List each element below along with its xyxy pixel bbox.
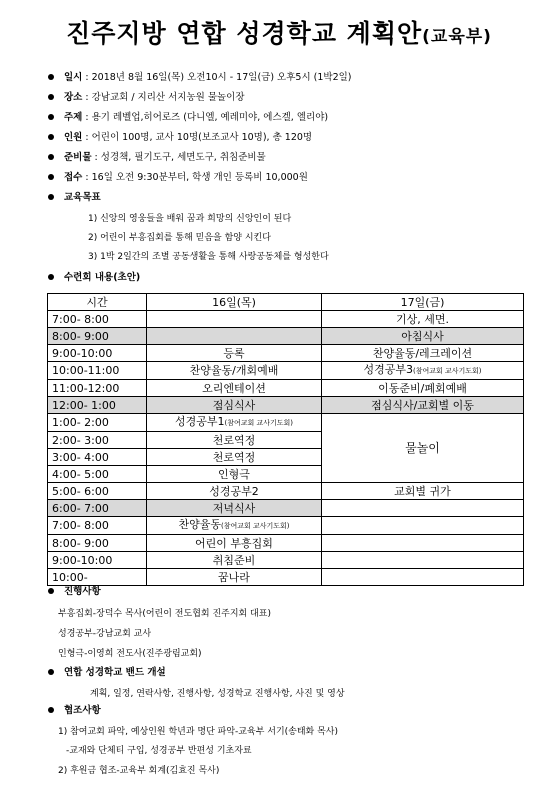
day17-cell: 점심식사/교회별 이동 [322, 397, 524, 414]
day16-cell: 천로역정 [147, 449, 322, 466]
day17-cell: 아침식사 [322, 328, 524, 345]
coop-title: 협조사항 [64, 705, 101, 716]
table-row [48, 345, 524, 362]
bullet-icon [48, 174, 54, 180]
info-date [48, 68, 548, 88]
time-cell: 3:00- 4:00 [48, 449, 147, 466]
time-cell: 5:00- 6:00 [48, 483, 147, 500]
day17-cell: 기상, 세면. [322, 311, 524, 328]
bullet-icon [48, 134, 54, 140]
header-day17: 17일(금) [322, 294, 524, 311]
day17-cell: 이동준비/폐회예배 [322, 380, 524, 397]
coop-item: 1) 참여교회 파악, 예상인원 학년과 명단 파악-교육부 서기(송태화 목사) [58, 727, 338, 737]
info-goals-heading [48, 188, 548, 208]
time-cell: 6:00- 7:00 [48, 500, 147, 517]
table-row [48, 535, 524, 552]
time-cell: 10:00-11:00 [48, 362, 147, 380]
day17-note: (참여교회 교사기도회) [412, 367, 482, 375]
progress-item: 인형극-이영희 전도사(진주광림교회) [58, 649, 202, 659]
band-title: 연합 성경학교 밴드 개설 [64, 667, 166, 678]
info-label: 교육목표 [64, 192, 101, 203]
info-value: : 강남교회 / 지리산 서지농원 물놀이장 [82, 92, 245, 103]
info-label: 장소 [64, 92, 83, 103]
table-row [48, 380, 524, 397]
progress-item: 성경공부-강남교회 교사 [58, 629, 152, 639]
schedule-heading [48, 268, 140, 288]
info-value: : 2018년 8월 16일(목) 오전10시 - 17일(금) 오후5시 (1박2일) [82, 72, 352, 83]
info-supplies [48, 148, 548, 168]
time-cell: 7:00- 8:00 [48, 517, 147, 535]
info-value: : 성경책, 필기도구, 세면도구, 취침준비물 [91, 152, 266, 163]
table-row [48, 569, 524, 586]
bullet-icon [48, 707, 54, 713]
day17-cell [322, 569, 524, 586]
day17-merged-cell: 물놀이 [322, 414, 524, 483]
bullet-icon [48, 669, 54, 675]
info-theme [48, 108, 548, 128]
band-text: 계획, 일정, 연락사항, 진행사항, 성경학교 진행사항, 사진 및 영상 [90, 689, 345, 699]
day16-note: (참여교회 교사기도회) [224, 419, 294, 427]
goal-item: 2) 어린이 부흥집회를 통해 믿음을 함양 시킨다 [88, 233, 271, 243]
info-value: : 용기 레벨업,히어로즈 (다니엘, 예레미야, 에스겔, 엘리야) [82, 112, 329, 123]
time-cell: 9:00-10:00 [48, 345, 147, 362]
info-registration [48, 168, 548, 188]
info-place [48, 88, 548, 108]
progress-item: 부흥집회-장덕수 목사(어린이 전도협회 진주지회 대표) [58, 609, 271, 619]
time-cell: 2:00- 3:00 [48, 432, 147, 449]
day16-cell: 점심식사 [147, 397, 322, 414]
day16-cell [147, 311, 322, 328]
day16-cell: 등록 [147, 345, 322, 362]
day17-cell [322, 500, 524, 517]
table-header-row [48, 294, 524, 311]
day16-cell [147, 414, 322, 432]
time-cell: 8:00- 9:00 [48, 328, 147, 345]
bullet-icon [48, 94, 54, 100]
table-row [48, 397, 524, 414]
day17-cell: 찬양율동/레크레이션 [322, 345, 524, 362]
table-row [48, 328, 524, 345]
day17-cell [322, 535, 524, 552]
bullet-icon [48, 588, 54, 594]
info-label: 인원 [64, 132, 83, 143]
schedule-title: 수련회 내용(초안) [64, 272, 141, 283]
bullet-icon [48, 274, 54, 280]
page-title [0, 14, 558, 50]
day16-main: 성경공부1 [174, 415, 225, 428]
table-row [48, 483, 524, 500]
day16-cell: 찬양율동/개회예배 [147, 362, 322, 380]
day16-cell: 꿈나라 [147, 569, 322, 586]
time-cell: 8:00- 9:00 [48, 535, 147, 552]
coop-heading [48, 702, 101, 716]
day16-note: (참여교회 교사기도회) [220, 522, 290, 530]
day16-cell: 취침준비 [147, 552, 322, 569]
time-cell: 11:00-12:00 [48, 380, 147, 397]
bullet-icon [48, 154, 54, 160]
day16-cell: 오리엔테이션 [147, 380, 322, 397]
time-cell: 4:00- 5:00 [48, 466, 147, 483]
band-heading [48, 664, 166, 678]
info-label: 준비물 [64, 152, 92, 163]
goal-item: 1) 신앙의 영웅들을 배워 꿈과 희망의 신앙인이 된다 [88, 214, 292, 224]
day16-cell: 천로역정 [147, 432, 322, 449]
title-paren: (교육부) [422, 27, 492, 47]
info-value: : 어린이 100명, 교사 10명(보조교사 10명), 총 120명 [82, 132, 313, 143]
header-time: 시간 [48, 294, 147, 311]
info-value: : 16일 오전 9:30분부터, 학생 개인 등록비 10,000원 [82, 172, 308, 183]
time-cell: 10:00- [48, 569, 147, 586]
bullet-icon [48, 114, 54, 120]
info-list [48, 68, 548, 208]
schedule-table [47, 293, 524, 586]
day16-cell: 어린이 부흥집회 [147, 535, 322, 552]
time-cell: 9:00-10:00 [48, 552, 147, 569]
day16-cell: 저녁식사 [147, 500, 322, 517]
day16-cell: 인형극 [147, 466, 322, 483]
table-row [48, 362, 524, 380]
day17-main: 성경공부3 [363, 363, 413, 376]
bullet-icon [48, 194, 54, 200]
table-row [48, 500, 524, 517]
table-row [48, 517, 524, 535]
header-day16: 16일(목) [147, 294, 322, 311]
goals-list [88, 210, 329, 267]
goal-item: 3) 1박 2일간의 조별 공동생활을 통해 사랑공동체를 형성한다 [88, 252, 329, 262]
info-label: 주제 [64, 112, 83, 123]
progress-title: 진행사항 [64, 586, 101, 597]
table-row [48, 414, 524, 432]
time-cell: 7:00- 8:00 [48, 311, 147, 328]
day16-cell: 성경공부2 [147, 483, 322, 500]
info-label: 일시 [64, 72, 83, 83]
info-label: 접수 [64, 172, 83, 183]
coop-item: 2) 후원금 협조-교육부 회계(김효진 목사) [58, 766, 220, 776]
day16-cell [147, 328, 322, 345]
title-main: 진주지방 연합 성경학교 계획안 [66, 19, 423, 48]
info-people [48, 128, 548, 148]
day17-cell [322, 517, 524, 535]
day16-main: 찬양율동 [178, 518, 221, 531]
progress-heading [48, 583, 101, 597]
day17-cell: 교회별 귀가 [322, 483, 524, 500]
coop-item: -교재와 단체티 구입, 성경공부 반편성 기초자료 [66, 746, 252, 756]
day17-cell [322, 552, 524, 569]
table-row [48, 311, 524, 328]
day16-cell [147, 517, 322, 535]
table-row [48, 552, 524, 569]
time-cell: 1:00- 2:00 [48, 414, 147, 432]
day17-cell [322, 362, 524, 380]
bullet-icon [48, 74, 54, 80]
time-cell: 12:00- 1:00 [48, 397, 147, 414]
